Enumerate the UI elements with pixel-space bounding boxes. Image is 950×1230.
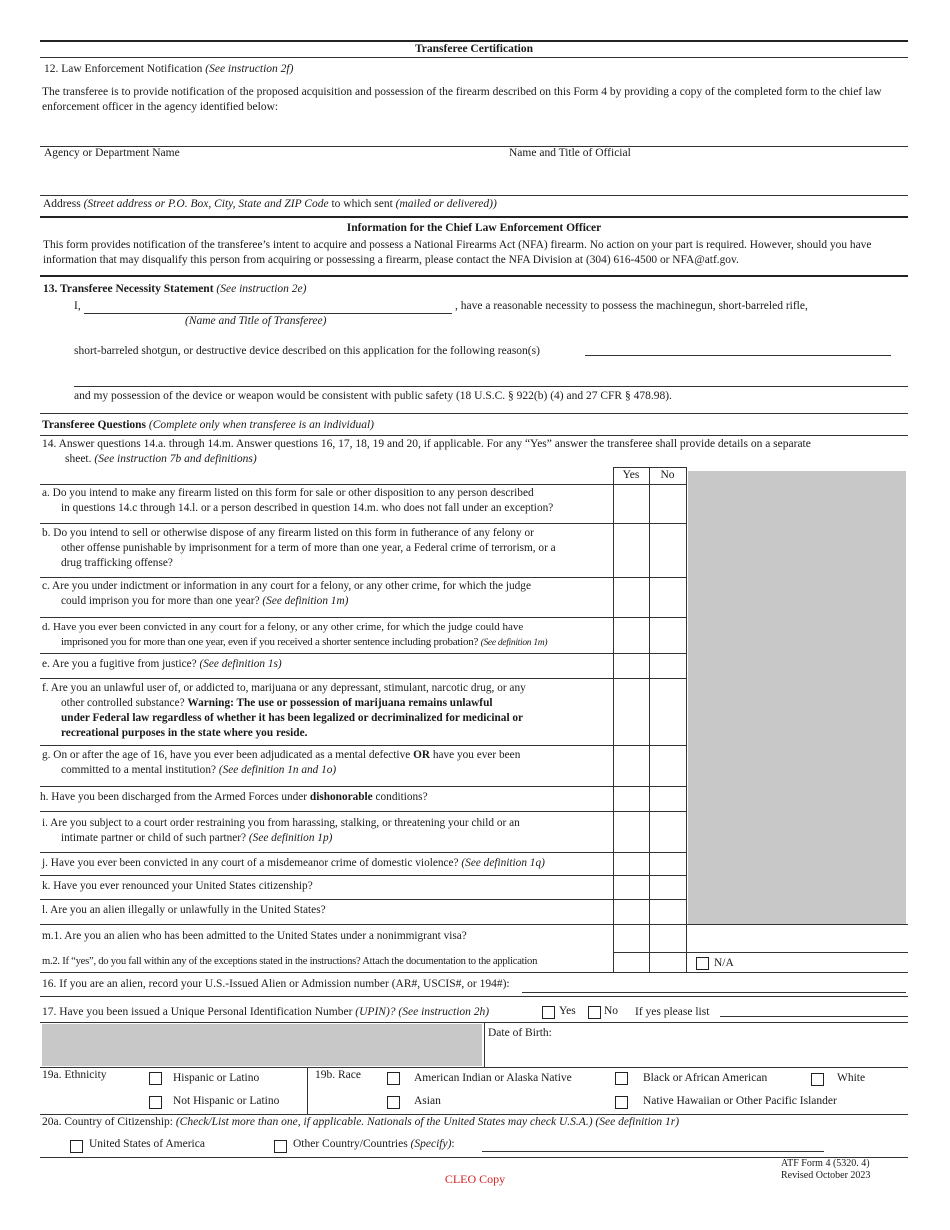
- item16-text: 16. If you are an alien, record your U.S.-Issued Alien or Admission number (AR#, USCIS#, or 194#):: [42, 978, 510, 990]
- answer-e-no[interactable]: [650, 654, 686, 678]
- answer-e-yes[interactable]: [614, 654, 649, 678]
- question-e-line1: e. Are you a fugitive from justice?: [42, 658, 197, 670]
- item13-i: I,: [74, 300, 81, 312]
- item12-heading: [44, 62, 293, 77]
- item17-upin: (UPIN)?: [355, 1006, 396, 1018]
- item17-text: [42, 1005, 489, 1020]
- upin-input[interactable]: [720, 1016, 908, 1017]
- item14-note: (See instruction 7b and definitions): [94, 453, 257, 465]
- answer-i-no[interactable]: [650, 812, 686, 852]
- question-g-line1a: g. On or after the age of 16, have you ever been adjudicated as a mental defective: [42, 749, 414, 761]
- answer-a-yes[interactable]: [614, 485, 649, 523]
- agency-label: Agency or Department Name: [44, 147, 180, 159]
- race-white-label: White: [837, 1072, 866, 1084]
- answer-m1-yes[interactable]: [614, 925, 649, 952]
- question-d-line2: imprisoned you for more than one year, even if you received a shorter sentence including probation?: [61, 636, 479, 648]
- question-f-line2: other controlled substance?: [61, 697, 185, 709]
- question-h-dishonorable: dishonorable: [309, 791, 373, 803]
- question-f-warning: Warning: The use or possession of marijuana remains unlawful: [187, 697, 493, 709]
- race-white-checkbox[interactable]: [811, 1073, 824, 1086]
- upin-no-checkbox[interactable]: [588, 1006, 601, 1019]
- question-m2-line1: m.2. If “yes”, do you fall within any of the exceptions stated in the instructions? Attach the documentation to the application: [42, 956, 538, 967]
- ethnicity-label: 19a. Ethnicity: [42, 1069, 107, 1081]
- answer-f-no[interactable]: [650, 679, 686, 745]
- answer-c-no[interactable]: [650, 578, 686, 617]
- question-a-line2: in questions 14.c through 14.l. or a person described in question 14.m. who does not fall under an exception?: [61, 502, 554, 514]
- race-label: 19b. Race: [315, 1069, 361, 1081]
- question-g-or: OR: [413, 749, 431, 761]
- form-revision: Revised October 2023: [781, 1170, 871, 1181]
- upin-list-label: If yes please list: [635, 1006, 710, 1018]
- race-american-indian-label: American Indian or Alaska Native: [414, 1072, 572, 1084]
- item14-text-main: 14. Answer questions 14.a. through 14.m. Answer questions 16, 17, 18, 19 and 20, if applicable. For any “Yes” answer the transferee shall provide details on a separate: [42, 438, 811, 450]
- question-i-note: (See definition 1p): [248, 832, 333, 844]
- dob-input[interactable]: [580, 1026, 906, 1064]
- official-input[interactable]: [508, 118, 908, 146]
- question-j: [42, 856, 612, 871]
- answer-l-yes[interactable]: [614, 900, 649, 924]
- answer-m2-yes[interactable]: [614, 953, 649, 972]
- citizenship-heading: [42, 1115, 679, 1130]
- item14-text: [42, 437, 908, 467]
- citizenship-other-colon: :: [451, 1138, 455, 1150]
- agency-input[interactable]: [42, 118, 508, 146]
- item13-heading: [43, 282, 306, 297]
- answer-c-yes[interactable]: [614, 578, 649, 617]
- question-b: [42, 526, 612, 571]
- citizenship-note: (Check/List more than one, if applicable. Nationals of the United States may check U.S.A.) (See definition 1r): [175, 1116, 680, 1128]
- citizenship-other-text: Other Country/Countries: [293, 1138, 408, 1150]
- item13-after-name: , have a reasonable necessity to possess the machinegun, short-barreled rifle,: [455, 300, 808, 312]
- question-g-line2: committed to a mental institution?: [61, 764, 216, 776]
- ethnicity-not-hispanic-label: Not Hispanic or Latino: [173, 1095, 280, 1107]
- race-black-label: Black or African American: [643, 1072, 768, 1084]
- question-m1: [42, 929, 612, 944]
- ethnicity-hispanic-label: Hispanic or Latino: [173, 1072, 260, 1084]
- question-h-line1a: h. Have you been discharged from the Armed Forces under: [40, 791, 310, 803]
- answer-b-yes[interactable]: [614, 524, 649, 577]
- answer-h-yes[interactable]: [614, 787, 649, 811]
- question-c-note: (See definition 1m): [262, 595, 349, 607]
- shaded-box: [42, 1024, 482, 1066]
- question-m1-line1: m.1. Are you an alien who has been admitted to the United States under a nonimmigrant visa?: [42, 930, 467, 942]
- question-h-line1c: conditions?: [372, 791, 428, 803]
- item13-line3: and my possession of the device or weapon would be consistent with public safety (18 U.S.C. § 922(b) (4) and 27 CFR § 478.98).: [74, 390, 672, 402]
- citizenship-other-label: [293, 1137, 455, 1152]
- address-label: [43, 197, 497, 212]
- yes-column-header: Yes: [622, 469, 640, 481]
- answer-j-no[interactable]: [650, 853, 686, 875]
- question-g-note: (See definition 1n and 1o): [218, 764, 337, 776]
- form-number: ATF Form 4 (5320. 4): [781, 1158, 870, 1169]
- question-c-line1: c. Are you under indictment or information in any court for a felony, or any other crime, for which the judge: [42, 580, 531, 592]
- m2-na-checkbox[interactable]: [696, 957, 709, 970]
- race-american-indian-checkbox[interactable]: [387, 1072, 400, 1085]
- question-f-line1: f. Are you an unlawful user of, or addicted to, marijuana or any depressant, stimulant, narcotic drug, or any: [42, 682, 526, 694]
- answer-j-yes[interactable]: [614, 853, 649, 875]
- question-m2: [42, 954, 612, 969]
- address-note-2: (mailed or delivered)): [395, 198, 497, 210]
- cleo-info-title: Information for the Chief Law Enforcement Officer: [346, 222, 602, 234]
- cleo-copy-label: CLEO Copy: [444, 1172, 506, 1186]
- upin-yes-checkbox[interactable]: [542, 1006, 555, 1019]
- question-g-line1c: have you ever been: [430, 749, 521, 761]
- address-note-1: (Street address or P.O. Box, City, State and ZIP Code: [83, 198, 329, 210]
- shaded-area: [688, 471, 906, 924]
- question-e-note: (See definition 1s): [199, 658, 282, 670]
- questions-label: Transferee Questions: [42, 419, 147, 431]
- answer-h-no[interactable]: [650, 787, 686, 811]
- answer-l-no[interactable]: [650, 900, 686, 924]
- question-f-line4: recreational purposes in the state where you reside.: [61, 727, 308, 739]
- answer-m2-no[interactable]: [650, 953, 686, 972]
- item17-note: (See instruction 2h): [398, 1006, 490, 1018]
- no-column-header: No: [660, 469, 675, 481]
- questions-heading: [42, 418, 374, 433]
- ethnicity-hispanic-checkbox[interactable]: [149, 1072, 162, 1085]
- question-j-note: (See definition 1q): [461, 857, 545, 869]
- address-label-text: Address: [43, 198, 81, 210]
- question-e: [42, 657, 612, 672]
- question-d: [42, 620, 612, 651]
- item13-note: (See instruction 2e): [216, 283, 307, 295]
- ethnicity-not-hispanic-checkbox[interactable]: [149, 1096, 162, 1109]
- question-b-line2: other offense punishable by imprisonment for a term of more than one year, a Federal crime of terrorism, or a: [61, 542, 556, 554]
- question-a: [42, 486, 612, 516]
- questions-note: (Complete only when transferee is an individual): [148, 419, 374, 431]
- item17-text-main: 17. Have you been issued a Unique Personal Identification Number: [42, 1006, 353, 1018]
- question-k-line1: k. Have you ever renounced your United States citizenship?: [42, 880, 313, 892]
- item13-line2: short-barreled shotgun, or destructive device described on this application for the following reason(s): [74, 345, 540, 357]
- answer-k-no[interactable]: [650, 876, 686, 899]
- question-f: [42, 681, 612, 741]
- necessity-reason-line2[interactable]: [74, 386, 908, 387]
- answer-f-yes[interactable]: [614, 679, 649, 745]
- race-asian-label: Asian: [414, 1095, 441, 1107]
- question-g: [42, 748, 612, 778]
- answer-d-yes[interactable]: [614, 618, 649, 653]
- question-b-line3: drug trafficking offense?: [61, 557, 173, 569]
- section-title: Transferee Certification: [414, 43, 534, 55]
- dob-label: Date of Birth:: [488, 1027, 552, 1039]
- question-b-line1: b. Do you intend to sell or otherwise dispose of any firearm listed on this form in futherance of any felony or: [42, 527, 534, 539]
- item12-note: (See instruction 2f): [205, 63, 294, 75]
- question-c: [42, 579, 612, 609]
- question-i-line1: i. Are you subject to a court order restraining you from harassing, stalking, or threatening your child or an: [42, 817, 520, 829]
- race-pacific-islander-checkbox[interactable]: [615, 1096, 628, 1109]
- race-asian-checkbox[interactable]: [387, 1096, 400, 1109]
- answer-k-yes[interactable]: [614, 876, 649, 899]
- address-mid: to which sent: [328, 198, 396, 210]
- upin-no-label: No: [604, 1005, 619, 1017]
- address-input[interactable]: [42, 165, 908, 195]
- race-pacific-islander-label: Native Hawaiian or Other Pacific Islander: [643, 1095, 837, 1107]
- question-f-line3: under Federal law regardless of whether it has been legalized or decriminalized for medicinal or: [61, 712, 524, 724]
- upin-yes-label: Yes: [559, 1005, 576, 1017]
- question-c-line2: could imprison you for more than one year?: [61, 595, 260, 607]
- item14-text-sheet: sheet.: [65, 453, 92, 465]
- question-d-line1: d. Have you ever been convicted in any court for a felony, or any other crime, for which the judge could have: [42, 621, 524, 633]
- answer-g-no[interactable]: [650, 746, 686, 786]
- question-l-line1: l. Are you an alien illegally or unlawfully in the United States?: [42, 904, 326, 916]
- answer-g-yes[interactable]: [614, 746, 649, 786]
- question-i: [42, 816, 612, 846]
- necessity-reason-input[interactable]: [585, 355, 891, 356]
- citizenship-usa-checkbox[interactable]: [70, 1140, 83, 1153]
- alien-number-input[interactable]: [522, 992, 906, 993]
- race-black-checkbox[interactable]: [615, 1072, 628, 1085]
- cleo-info-text: This form provides notification of the transferee’s intent to acquire and possess a National Firearms Act (NFA) firearm. No action on your part is required. However, should you have information that may disqualify this person from acquiring or possessing a firearm, please contact the NFA Division at (304) 616-4500 or NFA@atf.gov.: [43, 239, 872, 266]
- answer-b-no[interactable]: [650, 524, 686, 577]
- citizenship-label: 20a. Country of Citizenship:: [42, 1116, 173, 1128]
- citizenship-other-input[interactable]: [482, 1151, 824, 1152]
- answer-a-no[interactable]: [650, 485, 686, 523]
- m2-na-label: N/A: [714, 957, 734, 969]
- citizenship-usa-label: United States of America: [89, 1138, 205, 1150]
- question-d-note: (See definition 1m): [480, 638, 548, 648]
- item12-label: 12. Law Enforcement Notification: [44, 63, 203, 75]
- question-k: [42, 879, 612, 894]
- question-j-line1: j. Have you ever been convicted in any court of a misdemeanor crime of domestic violence?: [42, 857, 459, 869]
- question-a-line1: a. Do you intend to make any firearm listed on this form for sale or other disposition to any person described: [42, 487, 534, 499]
- question-l: [42, 903, 612, 918]
- item13-label: 13. Transferee Necessity Statement: [43, 283, 214, 295]
- answer-d-no[interactable]: [650, 618, 686, 653]
- item13-name-caption: (Name and Title of Transferee): [185, 315, 327, 327]
- question-h: [40, 790, 610, 805]
- question-i-line2: intimate partner or child of such partner?: [61, 832, 247, 844]
- answer-i-yes[interactable]: [614, 812, 649, 852]
- citizenship-other-note: (Specify): [410, 1138, 452, 1150]
- item12-paragraph: The transferee is to provide notification of the proposed acquisition and possession of the firearm described on this Form 4 by providing a copy of the completed form to the chief law enforcement officer in the agency identified below:: [42, 86, 882, 113]
- official-label: Name and Title of Official: [509, 147, 631, 159]
- answer-m1-no[interactable]: [650, 925, 686, 952]
- citizenship-other-checkbox[interactable]: [274, 1140, 287, 1153]
